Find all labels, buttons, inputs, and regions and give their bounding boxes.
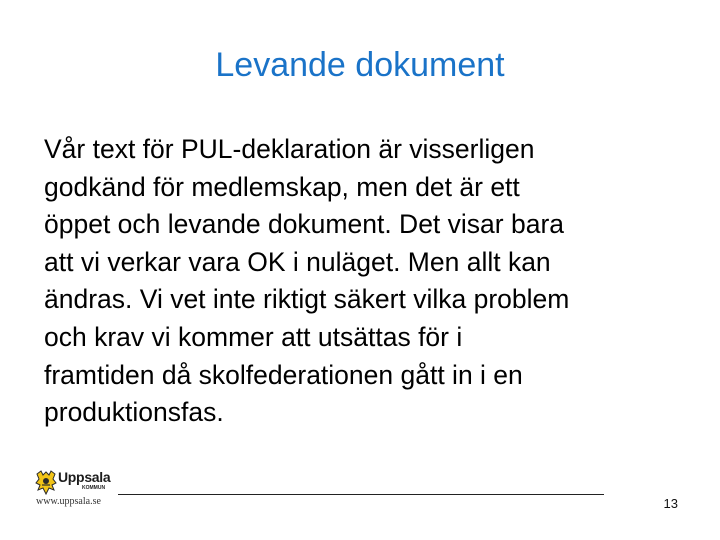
- slide-title: Levande dokument: [215, 46, 505, 84]
- page-number: 13: [663, 496, 678, 511]
- logo-url: www.uppsala.se: [36, 496, 101, 507]
- logo-wordmark: Uppsala: [58, 469, 111, 485]
- lion-crest-icon: [34, 470, 58, 496]
- body-line: Vår text för PUL-deklaration är visserligen: [44, 134, 535, 164]
- uppsala-logo: [34, 468, 114, 512]
- footer-divider: [118, 494, 604, 495]
- logo-subtitle: KOMMUN: [82, 485, 106, 491]
- body-line: ändras. Vi vet inte riktigt säkert vilka problem: [44, 284, 570, 315]
- body-line: att vi verkar vara OK i nuläget. Men allt kan: [44, 246, 551, 277]
- body-line: framtiden då skolfederationen gått in i en: [44, 359, 523, 390]
- body-line: och krav vi kommer att utsättas för i: [44, 321, 463, 352]
- body-line: produktionsfas.: [44, 397, 224, 428]
- body-line: öppet och levande dokument. Det visar bara: [44, 209, 565, 240]
- body-text: [44, 131, 694, 432]
- body-line: godkänd för medlemskap, men det är ett: [44, 171, 520, 202]
